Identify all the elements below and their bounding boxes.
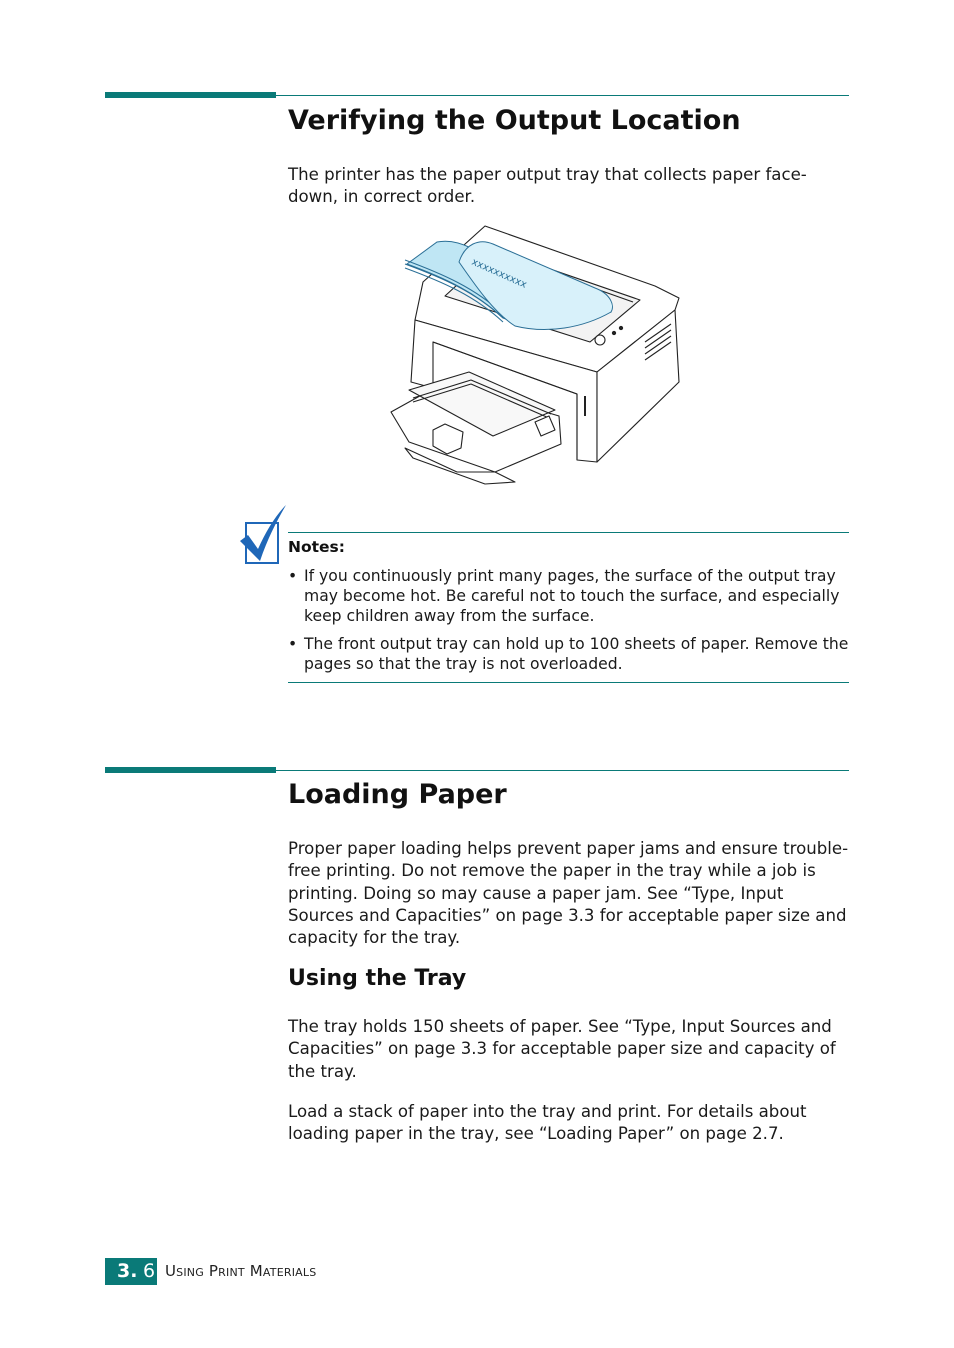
page-number: 6 bbox=[143, 1260, 156, 1282]
section-title-output-location: Verifying the Output Location bbox=[288, 105, 741, 136]
note-item bbox=[288, 634, 850, 674]
output-location-intro: The printer has the paper output tray that collects paper face-down, in correct order. bbox=[288, 165, 807, 207]
subsection-title-using-tray: Using the Tray bbox=[288, 966, 467, 991]
notes-title: Notes: bbox=[288, 538, 345, 556]
notes-bottom-rule bbox=[288, 682, 849, 683]
page-number-badge bbox=[105, 1258, 157, 1285]
printer-illustration bbox=[385, 222, 685, 486]
notes-top-rule bbox=[288, 532, 849, 533]
section-rule-thick bbox=[105, 767, 276, 773]
paper-printed-text: xxxxxxxxxx bbox=[469, 256, 529, 291]
bullet-icon: • bbox=[288, 567, 298, 585]
printer-drawing bbox=[385, 222, 685, 486]
page-chapter-number: 3. bbox=[117, 1260, 138, 1282]
section-title-loading-paper: Loading Paper bbox=[288, 779, 507, 810]
note-item bbox=[288, 566, 850, 626]
section-rule-thin bbox=[276, 770, 849, 771]
footer-chapter-title: Using Print Materials bbox=[165, 1262, 317, 1280]
section-rule-thin bbox=[276, 95, 849, 96]
notes-list bbox=[288, 566, 850, 674]
note-text: The front output tray can hold up to 100 sheets of paper. Remove the pages so that the tray is not overloaded. bbox=[304, 635, 849, 673]
section-rule-thick bbox=[105, 92, 276, 98]
using-tray-paragraph-1: The tray holds 150 sheets of paper. See “Type, Input Sources and Capacities” on page 3.3 for acceptable paper size and capacity of the tray. bbox=[288, 1017, 836, 1081]
note-text: If you continuously print many pages, the surface of the output tray may become hot. Be careful not to touch the surface, and especially keep children away from the surface. bbox=[304, 567, 840, 625]
using-tray-paragraph-2: Load a stack of paper into the tray and print. For details about loading paper in the tray, see “Loading Paper” on page 2.7. bbox=[288, 1102, 807, 1144]
loading-paper-intro: Proper paper loading helps prevent paper jams and ensure trouble-free printing. Do not remove the paper in the tray while a job is printing. Doing so may cause a paper jam. See “Type, Input Sources and Capacities” on page 3.3 for acceptable paper size and capacity for the tray. bbox=[288, 839, 849, 948]
bullet-icon: • bbox=[288, 635, 298, 653]
checkmark-icon bbox=[236, 503, 288, 567]
